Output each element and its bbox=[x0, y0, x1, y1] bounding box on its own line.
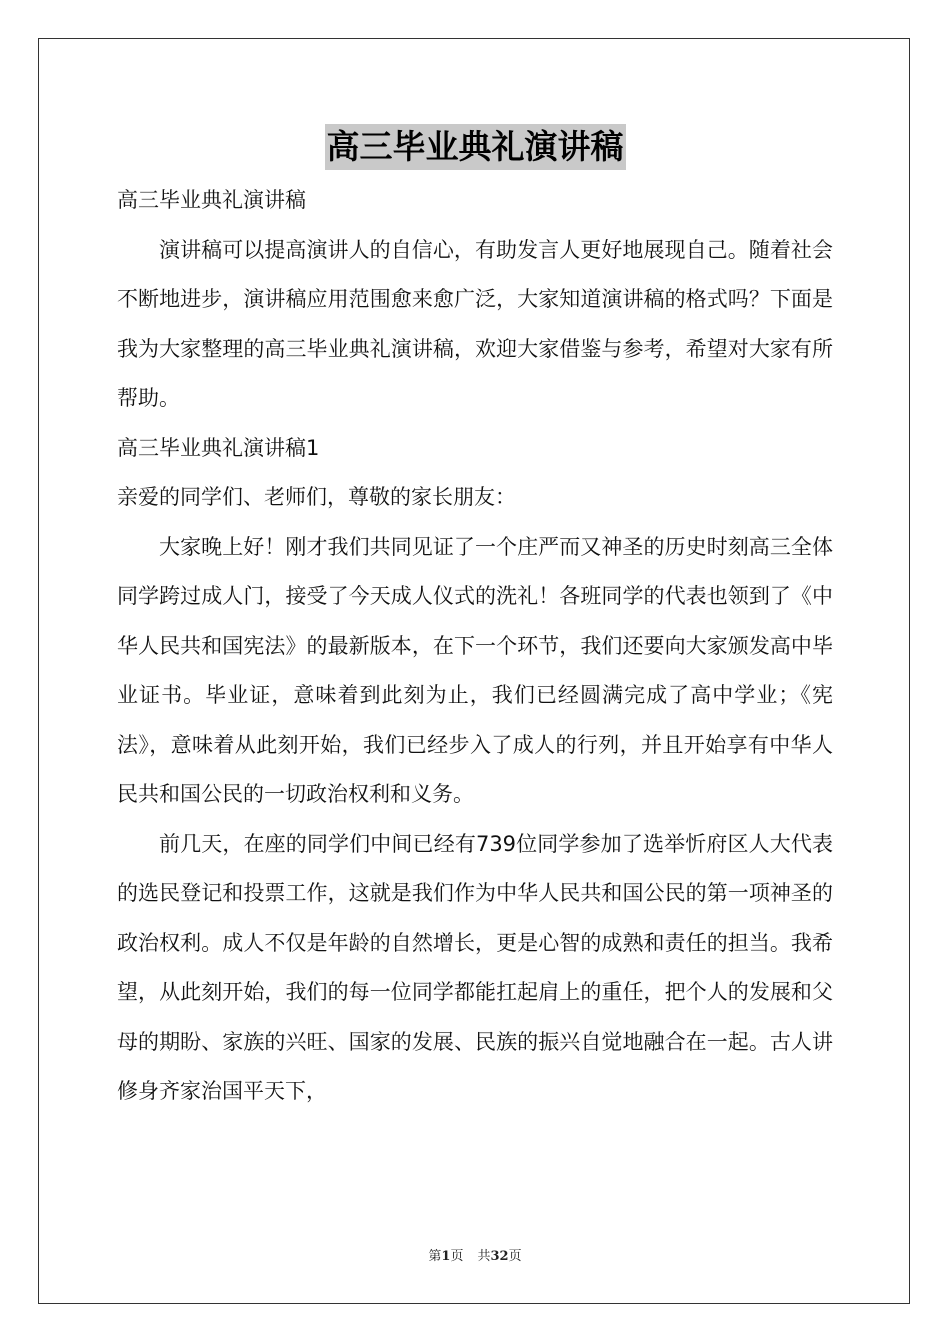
paragraph: 大家晚上好！刚才我们共同见证了一个庄严而又神圣的历史时刻高三全体同学跨过成人门，接受了今天成人仪式的洗礼！各班同学的代表也领到了《中华人民共和国宪法》的最新版本，在下一个环节，我们还要向大家颁发高中毕业证书。毕业证，意味着到此刻为止，我们已经圆满完成了高中学业；《宪法》，意味着从此刻开始，我们已经步入了成人的行列，并且开始享有中华人民共和国公民的一切政治权利和义务。 bbox=[117, 534, 833, 806]
document-title: 高三毕业典礼演讲稿 bbox=[325, 124, 626, 170]
paragraph: 高三毕业典礼演讲稿1 bbox=[117, 435, 320, 460]
total-suffix: 页 bbox=[508, 1249, 522, 1264]
paragraph: 高三毕业典礼演讲稿 bbox=[117, 188, 306, 212]
page-prefix: 第 bbox=[428, 1249, 442, 1264]
total-prefix: 共 bbox=[477, 1249, 491, 1264]
total-pages: 32 bbox=[490, 1249, 509, 1264]
page-suffix: 页 bbox=[450, 1249, 464, 1264]
document-body bbox=[117, 176, 833, 1117]
paragraph: 亲爱的同学们、老师们，尊敬的家长朋友： bbox=[117, 485, 516, 509]
page-footer bbox=[0, 1245, 950, 1264]
title-area bbox=[0, 124, 950, 170]
paragraph: 前几天，在座的同学们中间已经有739位同学参加了选举忻府区人大代表的选民登记和投票工作，这就是我们作为中华人民共和国公民的第一项神圣的政治权利。成人不仅是年龄的自然增长，更是心智的成熟和责任的担当。我希望，从此刻开始，我们的每一位同学都能扛起肩上的重任，把个人的发展和父母的期盼、家族的兴旺、国家的发展、民族的振兴自觉地融合在一起。古人讲修身齐家治国平天下， bbox=[117, 831, 833, 1103]
page-number: 1 bbox=[441, 1249, 451, 1264]
paragraph: 演讲稿可以提高演讲人的自信心，有助发言人更好地展现自己。随着社会不断地进步，演讲稿应用范围愈来愈广泛，大家知道演讲稿的格式吗？下面是我为大家整理的高三毕业典礼演讲稿，欢迎大家借鉴与参考，希望对大家有所帮助。 bbox=[117, 237, 833, 410]
